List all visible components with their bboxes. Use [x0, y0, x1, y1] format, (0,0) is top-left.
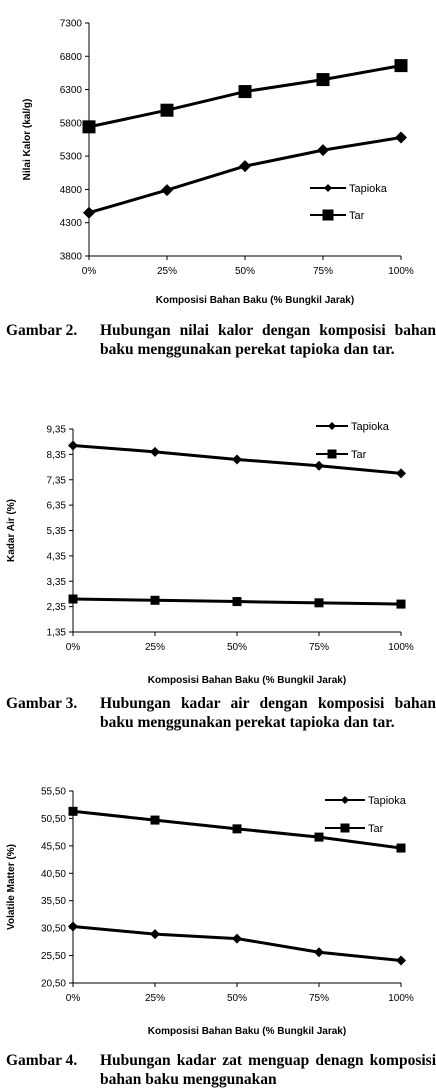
y-axis-title: Kadar Air (%) [6, 499, 17, 562]
data-point-tapioka [314, 947, 324, 957]
y-tick-label: 7,35 [46, 475, 66, 487]
x-tick-label: 25% [144, 993, 166, 1004]
y-tick-label: 25,50 [40, 951, 66, 963]
x-tick-label: 0% [81, 266, 97, 277]
data-point-tapioka [150, 929, 160, 939]
x-axis-title: Komposisi Bahan Baku (% Bungkil Jarak) [155, 295, 355, 306]
x-tick-label: 25% [156, 266, 178, 277]
y-tick-label: 3,35 [46, 576, 66, 588]
y-tick-label: 6300 [59, 85, 82, 97]
data-point-tapioka [395, 132, 407, 144]
chart-volatile-matter [0, 775, 436, 1045]
y-tick-label: 2,35 [46, 602, 66, 614]
data-point-tar [233, 597, 242, 606]
figure-2-caption [6, 321, 436, 359]
y-axis-title: Volatile Matter (%) [6, 844, 17, 930]
caption-text: Hubungan kadar zat menguap denagn komposisi bahan baku menggunakan [100, 1052, 436, 1088]
legend-marker-tar [323, 210, 334, 221]
y-tick-label: 1,35 [46, 627, 66, 639]
y-tick-label: 5800 [59, 118, 82, 130]
y-tick-label: 5,35 [46, 526, 66, 537]
series-line-tapioka [89, 138, 401, 213]
figure-3 [0, 405, 436, 690]
y-tick-label: 55,50 [40, 786, 66, 798]
legend-label-tar: Tar [368, 823, 384, 835]
figure-2 [0, 0, 436, 318]
legend-label-tapioka: Tapioka [368, 795, 406, 807]
chart-nilai-kalor [0, 0, 436, 318]
data-point-tar [317, 73, 330, 86]
x-tick-label: 75% [312, 266, 334, 277]
legend-marker-tapioka [341, 796, 349, 804]
data-point-tar [151, 816, 160, 825]
caption-label: Gambar 4. [6, 1052, 78, 1069]
y-tick-label: 6,35 [46, 500, 66, 512]
data-point-tar [161, 104, 174, 117]
legend-label-tar: Tar [351, 449, 367, 461]
x-tick-label: 50% [226, 642, 248, 653]
caption-text: Hubungan nilai kalor dengan komposisi bahan baku menggunakan perekat tapioka dan tar. [100, 322, 436, 358]
data-point-tapioka [232, 934, 242, 944]
data-point-tapioka [239, 160, 251, 172]
figure-4 [0, 775, 436, 1045]
data-point-tapioka [396, 956, 406, 966]
caption-label: Gambar 2. [6, 322, 78, 339]
y-tick-label: 50,50 [40, 813, 66, 825]
legend-marker-tapioka [328, 422, 336, 430]
y-tick-label: 8,35 [46, 449, 66, 461]
y-tick-label: 45,50 [40, 841, 66, 853]
data-point-tar [83, 120, 96, 133]
x-tick-label: 100% [388, 642, 414, 653]
legend-label-tar: Tar [349, 210, 365, 222]
x-tick-label: 75% [308, 642, 330, 653]
data-point-tar [315, 833, 324, 842]
y-tick-label: 4800 [59, 184, 82, 196]
data-point-tar [151, 596, 160, 605]
y-tick-label: 6800 [59, 51, 82, 63]
data-point-tar [233, 824, 242, 833]
data-point-tapioka [396, 468, 406, 478]
legend-label-tapioka: Tapioka [351, 421, 389, 433]
y-tick-label: 4,35 [46, 551, 66, 563]
x-tick-label: 100% [388, 993, 414, 1004]
data-point-tapioka [83, 207, 95, 219]
data-point-tar [239, 85, 252, 98]
x-tick-label: 25% [144, 642, 166, 653]
data-point-tar [69, 807, 78, 816]
data-point-tapioka [68, 921, 78, 931]
y-tick-label: 5300 [59, 151, 82, 163]
caption-text: Hubungan kadar air dengan komposisi bahan baku menggunakan perekat tapioka dan tar. [100, 695, 436, 731]
data-point-tar [397, 600, 406, 609]
legend-marker-tapioka [324, 184, 332, 192]
data-point-tapioka [161, 184, 173, 196]
y-tick-label: 9,35 [46, 424, 66, 436]
x-tick-label: 100% [388, 266, 414, 277]
legend-marker-tar [341, 824, 350, 833]
y-tick-label: 20,50 [40, 978, 66, 990]
y-tick-label: 35,50 [40, 896, 66, 908]
y-tick-label: 4300 [59, 218, 82, 230]
x-axis-title: Komposisi Bahan Baku (% Bungkil Jarak) [147, 1026, 347, 1037]
x-tick-label: 0% [65, 642, 81, 653]
data-point-tapioka [232, 454, 242, 464]
data-point-tar [69, 595, 78, 604]
caption-label: Gambar 3. [6, 695, 78, 712]
data-point-tapioka [150, 447, 160, 457]
data-point-tapioka [68, 440, 78, 450]
data-point-tar [315, 598, 324, 607]
figure-3-caption [6, 694, 436, 732]
y-axis-title: Nilai Kalor (kal/g) [22, 98, 33, 181]
data-point-tapioka [317, 144, 329, 156]
x-axis-title: Komposisi Bahan Baku (% Bungkil Jarak) [147, 675, 347, 686]
chart-kadar-air [0, 405, 436, 690]
y-tick-label: 40,50 [40, 868, 66, 880]
legend-label-tapioka: Tapioka [349, 183, 387, 195]
x-tick-label: 50% [226, 993, 248, 1004]
data-point-tapioka [314, 461, 324, 471]
x-tick-label: 75% [308, 993, 330, 1004]
y-tick-label: 30,50 [40, 923, 66, 935]
data-point-tar [395, 59, 408, 72]
y-tick-label: 3800 [59, 251, 82, 263]
data-point-tar [397, 844, 406, 853]
x-tick-label: 50% [234, 266, 256, 277]
x-tick-label: 0% [65, 993, 81, 1004]
legend-marker-tar [328, 450, 337, 459]
y-tick-label: 7300 [59, 18, 82, 30]
figure-4-caption [6, 1051, 436, 1088]
